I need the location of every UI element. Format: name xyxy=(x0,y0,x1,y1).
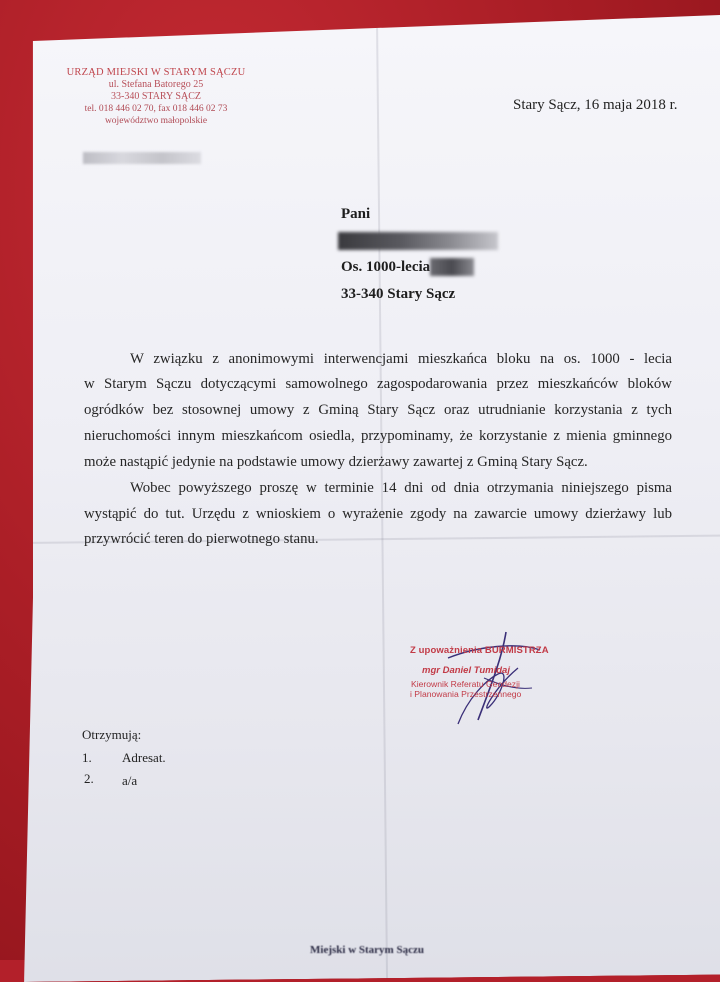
place-date: Stary Sącz, 16 maja 2018 r. xyxy=(513,97,678,113)
office-voivodeship: województwo małopolskie xyxy=(104,116,208,126)
recipients-label: Otrzymują: xyxy=(82,727,142,742)
paragraph-line: W związku z anonimowymi interwencjami mieszkańca bloku na os. 1000 - lecia xyxy=(130,351,672,367)
recipient-text: a/a xyxy=(122,773,138,788)
addressee-street: Os. 1000-lecia xyxy=(341,259,431,275)
reference-number-redaction xyxy=(83,152,201,164)
paragraph-line: ogródków bez stosownej umowy z Gminą Stary Sącz oraz utrudnianie korzystania z tych xyxy=(84,402,672,418)
official-stamp xyxy=(410,645,580,699)
addressee-house-number-redaction xyxy=(430,258,474,276)
stamp-position-2: i Planowania Przestrzennego xyxy=(410,689,522,699)
paragraph-line: może nastąpić jedynie na podstawie umowy dzierżawy zawartej z Gminą Stary Sącz. xyxy=(84,454,588,470)
office-postal-city: 33-340 STARY SĄCZ xyxy=(111,91,201,102)
paragraph-line: wystąpić do tut. Urzędu z wnioskiem o wyrażenie zgody na zawarcie umowy dzierżawy lub xyxy=(84,506,672,522)
addressee-city: 33-340 Stary Sącz xyxy=(341,286,456,302)
letterhead xyxy=(66,67,246,127)
stamp-authorization: Z upoważnienia BURMISTRZA xyxy=(410,645,549,656)
paragraph-line: nieruchomości innym mieszkańcom osiedla, przypominamy, że korzystanie z mienia gminnego xyxy=(84,428,672,444)
stamp-official-name: mgr Daniel Tumidaj xyxy=(422,665,510,676)
office-street: ul. Stefana Batorego 25 xyxy=(108,79,204,90)
addressee-name-redaction xyxy=(338,232,498,250)
bottom-stamp-fragment: Miejski w Starym Sączu xyxy=(310,944,424,956)
addressee-salutation: Pani xyxy=(341,206,371,222)
stamp-position-1: Kierownik Referatu Geodezji xyxy=(411,679,520,689)
paragraph-line: przywrócić teren do pierwotnego stanu. xyxy=(84,531,319,547)
paragraph-line: Wobec powyższego proszę w terminie 14 dni od dnia otrzymania niniejszego pisma xyxy=(130,480,672,496)
recipient-number: 1. xyxy=(82,750,92,765)
paragraph-line: w Starym Sączu dotyczącymi samowolnego zagospodarowania przez mieszkańców bloków xyxy=(84,376,672,392)
office-phone-fax: tel. 018 446 02 70, fax 018 446 02 73 xyxy=(84,104,228,114)
office-name: URZĄD MIEJSKI W STARYM SĄCZU xyxy=(66,67,246,78)
recipient-number: 2. xyxy=(84,771,94,786)
recipient-text: Adresat. xyxy=(122,750,166,765)
